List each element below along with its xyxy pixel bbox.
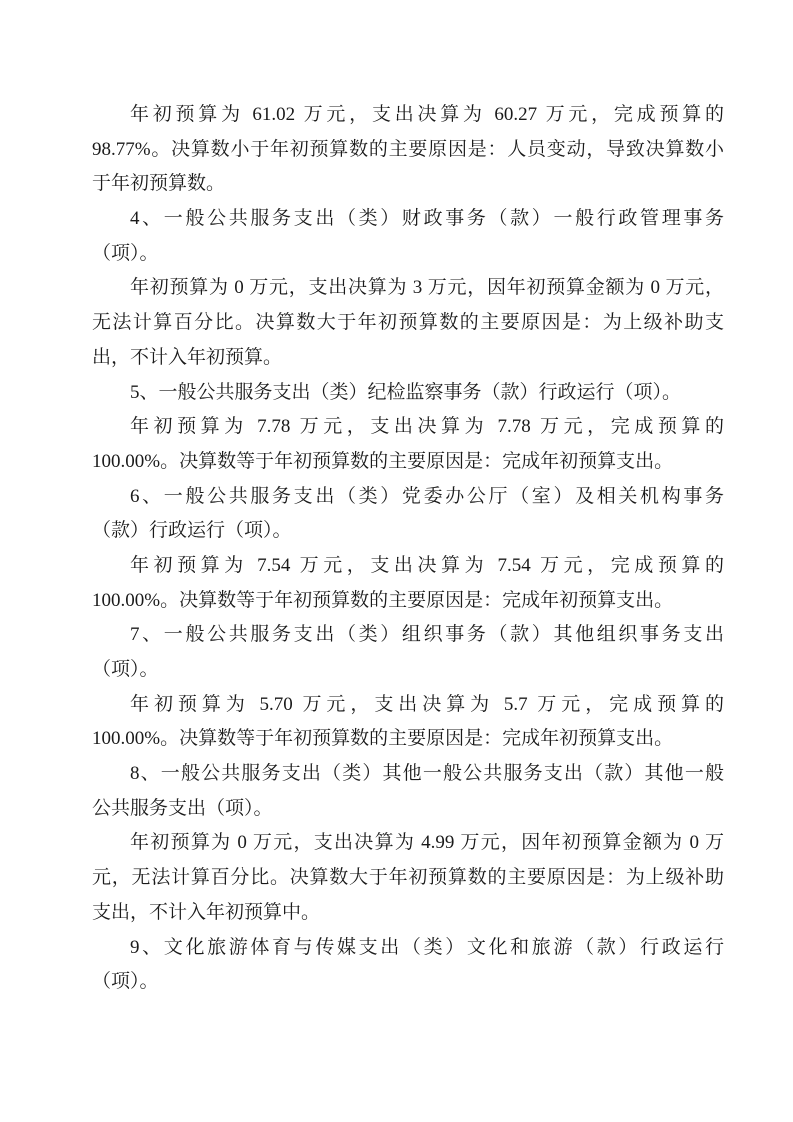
document-line: 年初预算为 5.70 万元，支出决算为 5.7 万元，完成预算的 <box>130 693 724 715</box>
document-line: 9、文化旅游体育与传媒支出（类）文化和旅游（款）行政运行 <box>130 936 724 958</box>
document-line: （款）行政运行（项）。 <box>92 520 292 542</box>
document-line: 7、一般公共服务支出（类）组织事务（款）其他组织事务支出 <box>130 624 724 646</box>
document-line: 年初预算为 7.78 万元，支出决算为 7.78 万元，完成预算的 <box>130 416 724 438</box>
document-line: （项）。 <box>92 242 159 264</box>
document-line: 6、一般公共服务支出（类）党委办公厅（室）及相关机构事务 <box>130 485 724 507</box>
document-line: 元，无法计算百分比。决算数大于年初预算数的主要原因是：为上级补助 <box>92 867 724 889</box>
document-text-block <box>92 98 724 1000</box>
document-line: 年初预算为 0 万元，支出决算为 3 万元，因年初预算金额为 0 万元， <box>130 277 724 299</box>
document-line: 4、一般公共服务支出（类）财政事务（款）一般行政管理事务 <box>130 208 724 230</box>
document-line: 100.00%。决算数等于年初预算数的主要原因是：完成年初预算支出。 <box>92 589 674 611</box>
document-line: 8、一般公共服务支出（类）其他一般公共服务支出（款）其他一般 <box>130 763 724 785</box>
document-line: 年初预算为 0 万元，支出决算为 4.99 万元，因年初预算金额为 0 万 <box>130 832 724 854</box>
document-line: 100.00%。决算数等于年初预算数的主要原因是：完成年初预算支出。 <box>92 728 674 750</box>
document-line: 支出，不计入年初预算中。 <box>92 901 321 923</box>
document-line: 年初预算为 7.54 万元，支出决算为 7.54 万元，完成预算的 <box>130 554 724 576</box>
document-line: （项）。 <box>92 971 159 993</box>
document-line: 无法计算百分比。决算数大于年初预算数的主要原因是：为上级补助支 <box>92 312 724 334</box>
document-line: （项）。 <box>92 659 159 680</box>
document-line: 5、一般公共服务支出（类）纪检监察事务（款）行政运行（项）。 <box>130 381 682 403</box>
document-line: 于年初预算数。 <box>92 173 226 195</box>
document-line: 出，不计入年初预算。 <box>92 346 283 368</box>
document-line: 100.00%。决算数等于年初预算数的主要原因是：完成年初预算支出。 <box>92 450 674 472</box>
document-line: 98.77%。决算数小于年初预算数的主要原因是：人员变动，导致决算数小 <box>92 138 724 160</box>
document-line: 公共服务支出（项）。 <box>92 797 273 819</box>
document-line: 年初预算为 61.02 万元，支出决算为 60.27 万元，完成预算的 <box>130 104 724 125</box>
